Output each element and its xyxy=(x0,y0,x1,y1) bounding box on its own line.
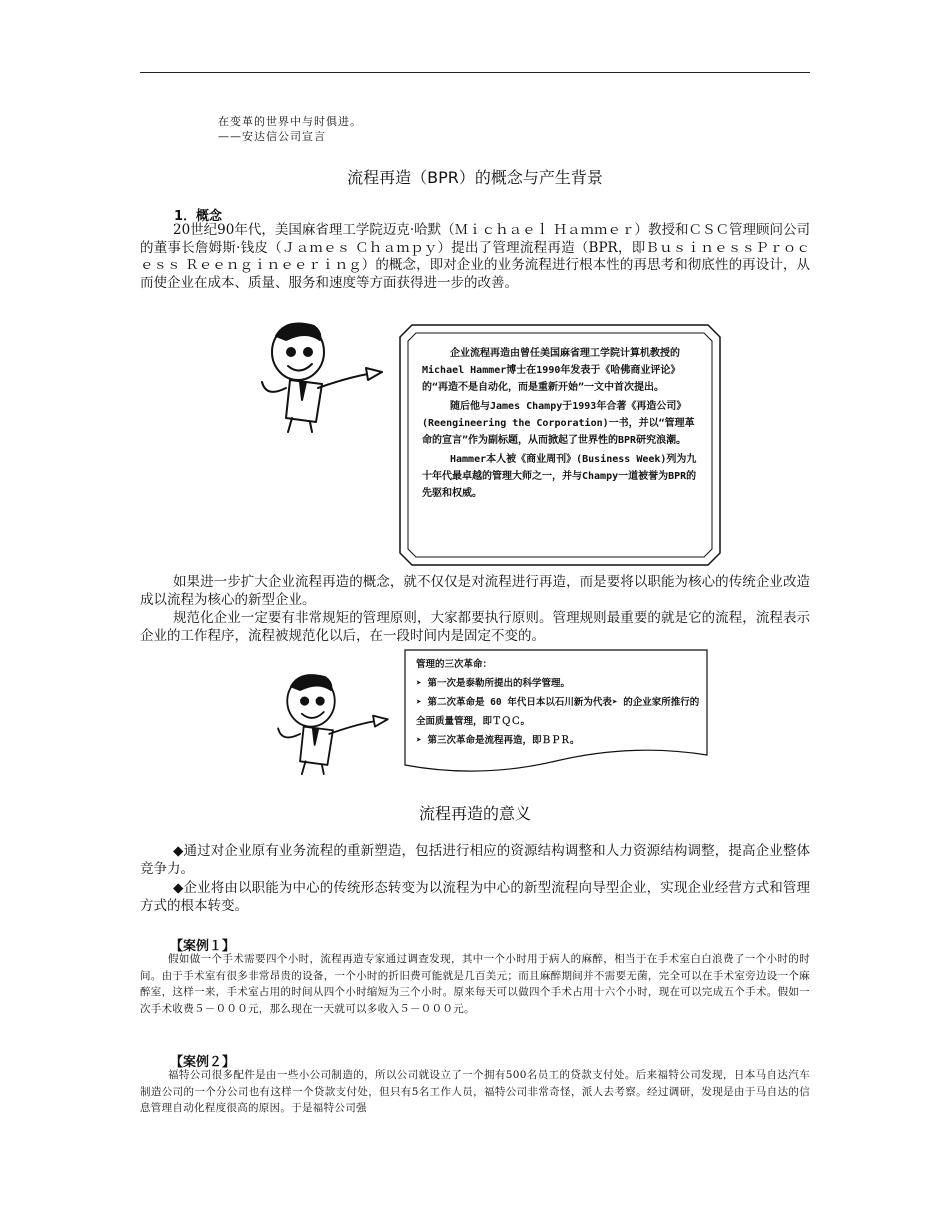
case-2-title: 【案例２】 xyxy=(170,1055,236,1070)
cartoon-pointing-man-icon xyxy=(256,318,386,433)
callout-box-three-revolutions xyxy=(404,649,708,777)
motto-line-2: ——安达信公司宣言 xyxy=(218,130,326,143)
case-1-text: 假如做一个手术需要四个小时，流程再造专家通过调查发现，其中一个小时用于病人的麻醉，相当于在手术室白白浪费了一个小时的时间。由于手术室有很多非常昂贵的设备，一个小时的折旧费可能就是几百美元；而且麻醉期间并不需要无菌，完全可以在手术室旁边设一个麻醉室，这样一来，手术室占用的时间从四个小时缩短为三个小时。原来每天可以做四个手术占用十六个小时，现在可以完成五个手术。假如一次手术收费５－０００元，那么现在一天就可以多收入５－０００元。 xyxy=(140,953,810,1015)
paragraph-standardization: 规范化企业一定要有非常规矩的管理原则，大家都要执行原则。管理规则最重要的就是它的流程，流程表示企业的工作程序，流程被规范化以后，在一段时间内是固定不变的。 xyxy=(140,610,810,644)
paragraph-significance-2: ◆企业将由以职能为中心的传统形态转变为以流程为中心的新型流程向导型企业，实现企业经营方式和管理方式的根本转变。 xyxy=(140,880,810,914)
callout2-heading: 管理的三次革命： xyxy=(416,659,493,670)
case-1-title: 【案例１】 xyxy=(170,939,236,954)
callout2-item-2: ➤ 第二次革命是 60 年代日本以石川新为代表➤ 的企业家所推行的全面质量管理，即ＴＱＣ。 xyxy=(416,693,701,731)
motto xyxy=(218,114,362,144)
paragraph-concept: 20世纪90年代，美国麻省理工学院迈克·哈默（Ｍｉｃｈａｅｌ Ｈａｍｍｅｒ）教授和ＣＳＣ管理顾问公司的董事长詹姆斯·钱皮（Ｊａｍｅｓ Ｃｈａｍｐｙ）提出了管理流程再造（BPR，即ＢｕｓｉｎｅｓｓＰｒｏｃｅｓｓ Ｒｅｅｎｇｉｎｅｅｒｉｎｇ）的概念，即对企业的业务流程进行根本性的再思考和彻底性的再设计，从而使企业在成本、质量、服务和速度等方面获得进一步的改善。 xyxy=(140,222,810,291)
subheading-concept: 1．概念 xyxy=(174,209,223,224)
callout2-item-1: ➤ 第一次是泰勒所提出的科学管理。 xyxy=(416,674,701,693)
case-2-text: 福特公司很多配件是由一些小公司制造的，所以公司就设立了一个拥有500名员工的贷款支付处。后来福特公司发现，日本马自达汽车制造公司的一个分公司也有这样一个贷款支付处，但只有5名工作人员，福特公司非常奇怪，派人去考察。经过调研，发现是由于马自达的信息管理自动化程度很高的原因。于是福特公司强 xyxy=(140,1069,810,1114)
section-title-bpr-concept: 流程再造（BPR）的概念与产生背景 xyxy=(347,168,603,187)
paragraph-significance-1: ◆通过对企业原有业务流程的重新塑造，包括进行相应的资源结构调整和人力资源结构调整，提高企业整体竞争力。 xyxy=(140,843,810,877)
motto-line-1: 在变革的世界中与时俱进。 xyxy=(218,115,362,128)
paragraph-extend-concept: 如果进一步扩大企业流程再造的概念，就不仅仅是对流程进行再造，而是要将以职能为核心的传统企业改造成以流程为核心的新型企业。 xyxy=(140,574,810,608)
callout2-item-3: ➤ 第三次革命是流程再造，即ＢＰＲ。 xyxy=(416,731,701,750)
callout-text-1: 企业流程再造由曾任美国麻省理工学院计算机教授的Michael Hammer博士在1990年发表于《哈佛商业评论》的“再造不是自动化，而是重新开始”一文中首次提出。 xyxy=(422,348,681,393)
callout-box-bpr-history xyxy=(398,323,722,567)
header-rule xyxy=(140,72,810,73)
callout-text-2: 随后他与James Champy于1993年合著《再造公司》(Reengineering the Corporation)一书，并以“管理革命的宣言”作为副标题，从而掀起了世界性的BPR研究浪潮。 xyxy=(422,401,695,446)
cartoon-pointing-man-small-icon xyxy=(272,670,392,775)
section-title-bpr-significance: 流程再造的意义 xyxy=(418,804,531,823)
callout-text-3: Hammer本人被《商业周刊》(Business Week)列为九十年代最卓越的管理大师之一，并与Champy一道被誉为BPR的先驱和权威。 xyxy=(422,454,697,499)
